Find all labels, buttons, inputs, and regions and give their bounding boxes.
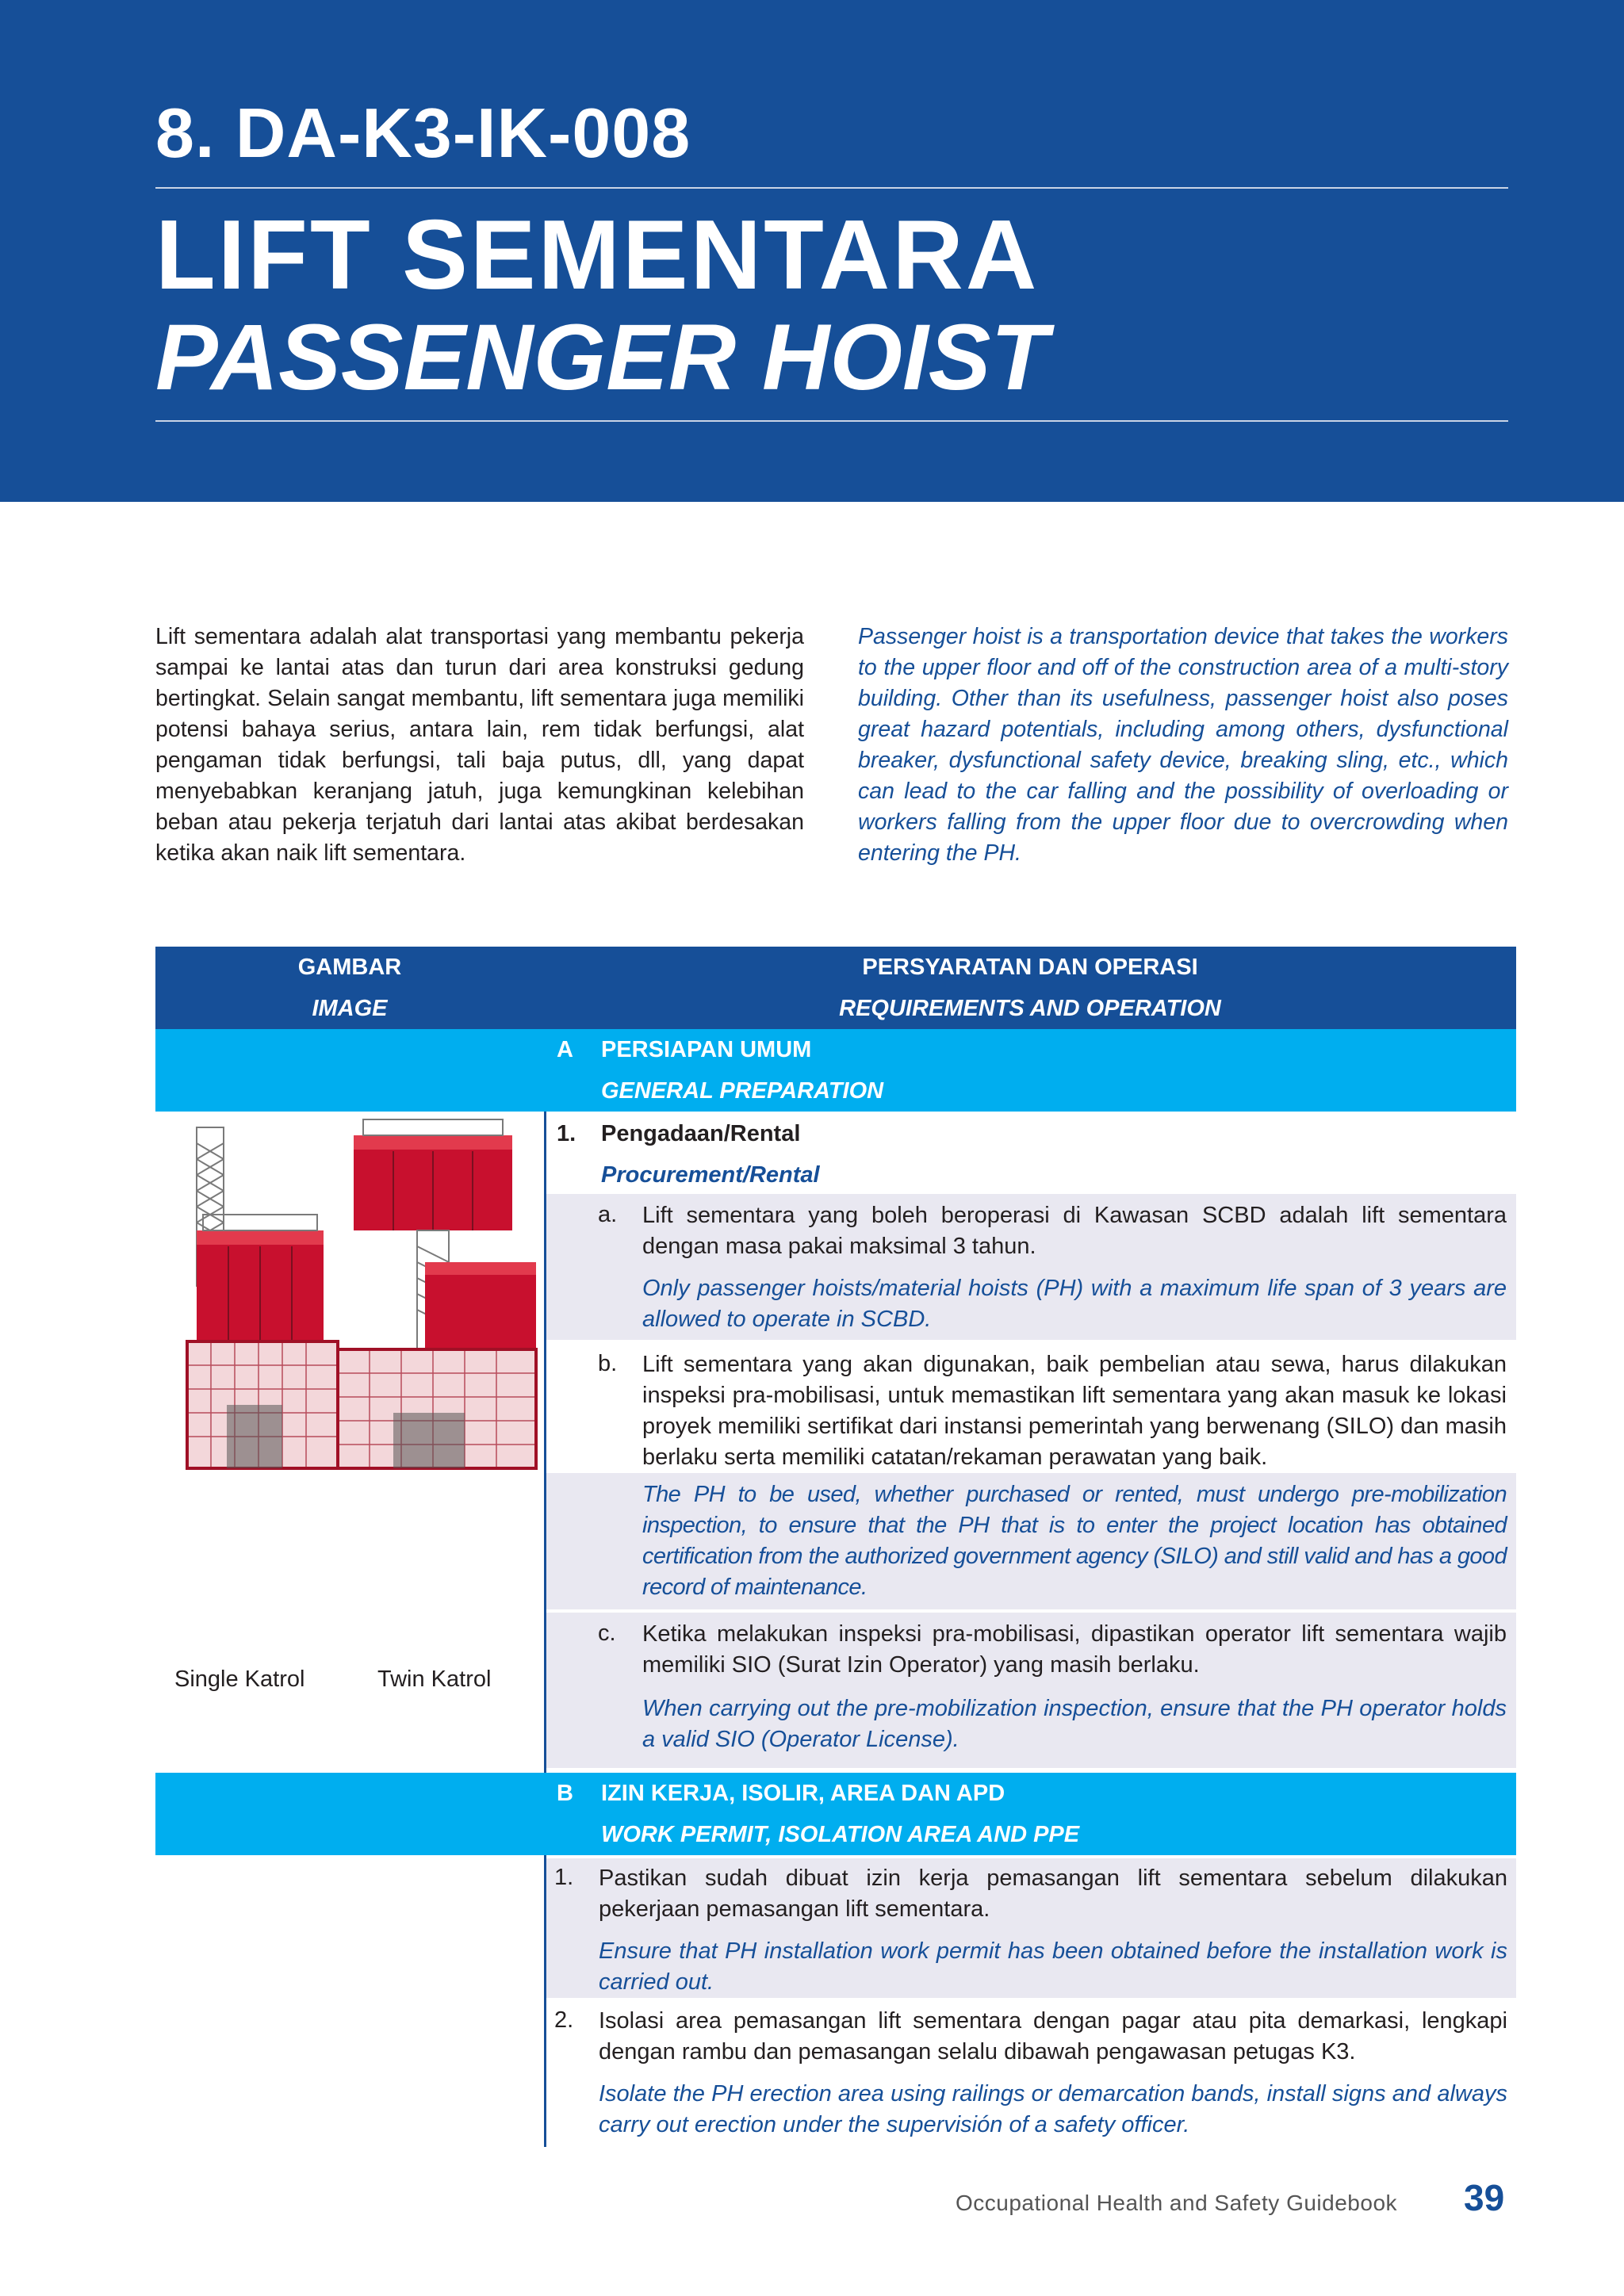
item-text: Isolasi area pemasangan lift sementara dengan pagar atau pita demarkasi, lengkapi dengan rambu dan pemasangan selalu dibawah pengawasan petugas K3.	[599, 2008, 1507, 2064]
section-letter: B	[557, 1781, 573, 1806]
requirement-item	[546, 1194, 1516, 1340]
section-title: IZIN KERJA, ISOLIR, AREA DAN APD	[601, 1781, 1005, 1806]
section-b-header	[155, 1773, 1516, 1855]
item-text-english: When carrying out the pre-mobilization inspection, ensure that the PH operator holds a valid SIO (Operator License).	[642, 1696, 1507, 1752]
requirement-item	[546, 1858, 1516, 1998]
item-marker: c.	[598, 1621, 616, 1646]
header-requirements-label-english: REQUIREMENTS AND OPERATION	[839, 996, 1221, 1021]
item-text: Lift sementara yang boleh beroperasi di Kawasan SCBD adalah lift sementara dengan masa pakai maksimal 3 tahun.	[642, 1203, 1507, 1259]
page-title: LIFT SEMENTARA	[155, 201, 1040, 310]
item-marker: 1.	[554, 1865, 574, 1890]
page-subtitle-english: PASSENGER HOIST	[155, 305, 1048, 410]
item-marker: b.	[598, 1351, 618, 1376]
item-text-english: Isolate the PH erection area using railings or demarcation bands, install signs and always carry out erection under the supervisión of a safety officer.	[599, 2081, 1507, 2137]
item-text-english: Ensure that PH installation work permit has been obtained before the installation work is carried out.	[599, 1938, 1507, 1995]
item-text: Lift sementara yang akan digunakan, baik pembelian atau sewa, harus dilakukan inspeksi pra-mobilisasi, untuk memastikan lift sementara yang akan masuk ke lokasi proyek memiliki sertifikat dari instansi pemerintah yang berwenang (SILO) dan masih berlaku serta memiliki catatan/rekaman perawatan yang baik.	[642, 1352, 1507, 1470]
table-header	[155, 947, 1516, 1029]
item-text-english: Only passenger hoists/material hoists (PH) with a maximum life span of 3 years are allowed to operate in SCBD.	[642, 1276, 1507, 1332]
section-title-english: WORK PERMIT, ISOLATION AREA AND PPE	[601, 1822, 1080, 1847]
passenger-hoist-image	[155, 1112, 544, 1484]
section-b-body	[155, 1855, 1516, 2147]
header-divider-bottom	[155, 420, 1508, 422]
requirement-item	[546, 2001, 1516, 2147]
header-banner	[0, 0, 1624, 502]
document-code: 8. DA-K3-IK-008	[155, 94, 691, 172]
section-a-header	[155, 1029, 1516, 1112]
requirements-table	[155, 947, 1516, 2147]
item-marker: a.	[598, 1202, 618, 1227]
requirement-item-english-block	[546, 1473, 1516, 1609]
intro-paragraph-english: Passenger hoist is a transportation device that takes the workers to the upper floor and off of the construction area of a multi-story building. Other than its usefulness, passenger hoist also poses great hazard potentials, including among others, dysfunctional breaker, dysfunctional safety device, breaking sling, etc., which can lead to the car falling and the possibility of overloading or workers falling from the upper floor due to overcrowding when entering the PH.	[858, 624, 1508, 866]
header-divider-top	[155, 187, 1508, 189]
image-caption-single: Single Katrol	[174, 1667, 305, 1692]
item-marker: 2.	[554, 2007, 574, 2033]
header-image-label: GAMBAR	[297, 955, 402, 980]
footer-book-title: Occupational Health and Safety Guidebook	[956, 2191, 1398, 2215]
header-image-label-english: IMAGE	[312, 996, 388, 1021]
section-title-english: GENERAL PREPARATION	[601, 1078, 884, 1104]
item-text: Pastikan sudah dibuat izin kerja pemasangan lift sementara sebelum dilakukan pekerjaan pemasangan lift sementara.	[599, 1866, 1507, 1922]
hoist-illustration	[155, 1112, 544, 1484]
section-letter: A	[557, 1037, 573, 1062]
requirement-item	[546, 1613, 1516, 1768]
header-requirements-label: PERSYARATAN DAN OPERASI	[862, 955, 1198, 980]
subsection-title: Pengadaan/Rental	[601, 1121, 801, 1146]
image-caption-twin: Twin Katrol	[377, 1667, 492, 1692]
section-a-body	[155, 1112, 1516, 1773]
page-number: 39	[1464, 2177, 1505, 2218]
item-text: Ketika melakukan inspeksi pra-mobilisasi, dipastikan operator lift sementara wajib memiliki SIO (Surat Izin Operator) yang masih berlaku.	[642, 1621, 1507, 1678]
section-title: PERSIAPAN UMUM	[601, 1037, 812, 1062]
subsection-title-english: Procurement/Rental	[601, 1162, 820, 1188]
item-text-english: The PH to be used, whether purchased or rented, must undergo pre-mobilization inspection, to ensure that the PH that is to enter the project location has obtained certification from the authorized government agency (SILO) and still valid and has a good record of maintenance.	[642, 1482, 1507, 1600]
subsection-number: 1.	[557, 1121, 576, 1146]
intro-paragraph-indonesian: Lift sementara adalah alat transportasi yang membantu pekerja sampai ke lantai atas dan turun dari area konstruksi gedung bertingkat. Selain sangat membantu, lift sementara juga memiliki potensi bahaya serius, antara lain, rem tidak berfungsi, alat pengaman tidak berfungsi, tali baja putus, dll, yang dapat menyebabkan keranjang jatuh, juga kemungkinan kelebihan beban atau pekerja terjatuh dari lantai atas akibat berdesakan ketika akan naik lift sementara.	[155, 624, 804, 866]
